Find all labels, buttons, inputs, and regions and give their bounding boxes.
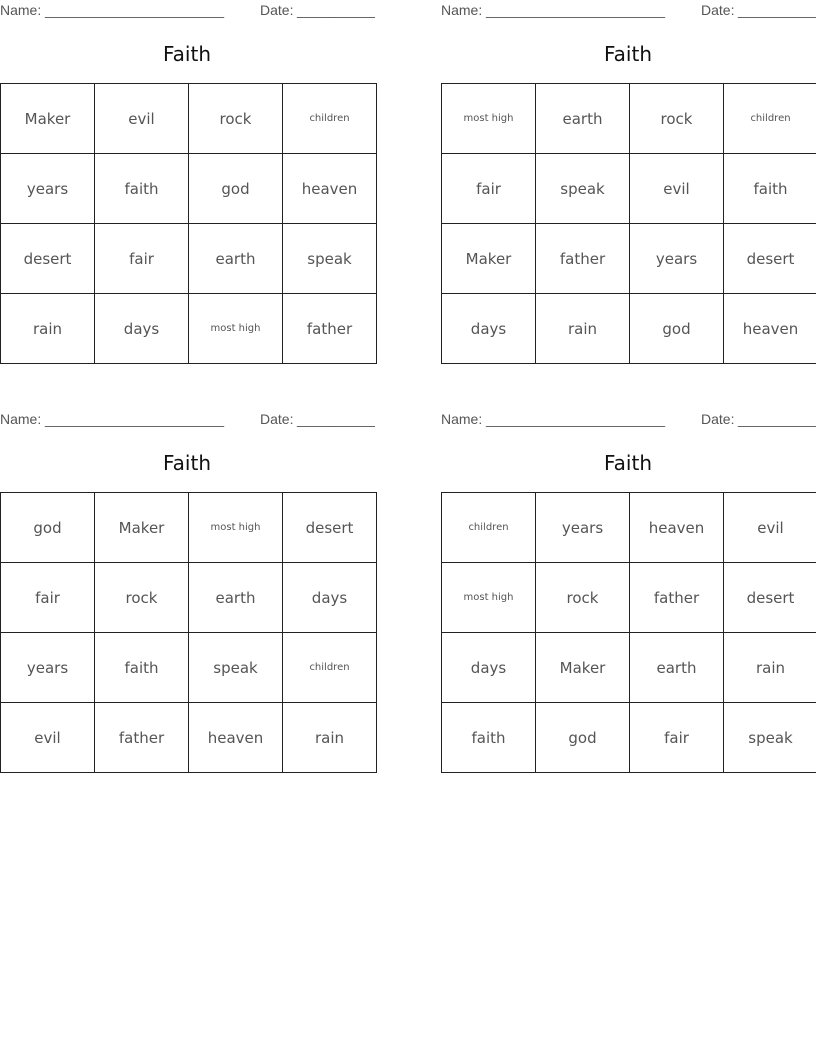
name-label: Name: — [441, 411, 483, 427]
grid-cell: Maker — [95, 493, 189, 563]
bingo-card-4 — [441, 409, 816, 789]
date-field[interactable]: __________ — [738, 2, 816, 18]
grid-row — [442, 154, 816, 224]
grid-cell: evil — [1, 703, 95, 773]
grid-cell: Maker — [1, 84, 95, 154]
grid-cell: desert — [724, 563, 816, 633]
card-title: Faith — [163, 451, 211, 475]
grid-cell: rock — [189, 84, 283, 154]
grid-cell: speak — [724, 703, 816, 773]
grid-cell: desert — [724, 224, 816, 294]
grid-cell: days — [283, 563, 377, 633]
grid-row — [442, 563, 816, 633]
grid-cell: god — [189, 154, 283, 224]
grid-cell: years — [1, 633, 95, 703]
grid-row — [442, 493, 816, 563]
grid-cell: faith — [724, 154, 816, 224]
bingo-grid — [441, 492, 816, 773]
date-field[interactable]: __________ — [738, 411, 816, 427]
name-label: Name: — [0, 2, 42, 18]
grid-cell: years — [536, 493, 630, 563]
card-title: Faith — [604, 42, 652, 66]
grid-row — [1, 154, 377, 224]
grid-cell: earth — [536, 84, 630, 154]
grid-cell: heaven — [724, 294, 816, 364]
grid-row — [442, 84, 816, 154]
name-field[interactable]: _______________________ — [486, 2, 666, 18]
bingo-card-1 — [0, 0, 376, 380]
grid-row — [442, 224, 816, 294]
grid-cell: most high — [442, 84, 536, 154]
grid-cell: heaven — [630, 493, 724, 563]
grid-row — [1, 224, 377, 294]
name-field[interactable]: _______________________ — [486, 411, 666, 427]
grid-row — [442, 703, 816, 773]
grid-row — [442, 294, 816, 364]
grid-cell: children — [724, 84, 816, 154]
grid-cell: evil — [630, 154, 724, 224]
grid-cell: rain — [724, 633, 816, 703]
date-label: Date: — [701, 411, 735, 427]
name-label: Name: — [441, 2, 483, 18]
grid-cell: days — [442, 633, 536, 703]
bingo-grid — [0, 492, 377, 773]
card-header — [441, 2, 816, 20]
grid-cell: fair — [95, 224, 189, 294]
grid-cell: faith — [95, 154, 189, 224]
card-header — [441, 411, 816, 429]
grid-cell: Maker — [536, 633, 630, 703]
grid-row — [1, 294, 377, 364]
grid-cell: most high — [189, 294, 283, 364]
bingo-grid — [0, 83, 377, 364]
date-label: Date: — [260, 2, 294, 18]
grid-cell: rock — [536, 563, 630, 633]
grid-cell: Maker — [442, 224, 536, 294]
name-label: Name: — [0, 411, 42, 427]
bingo-grid — [441, 83, 816, 364]
grid-cell: faith — [442, 703, 536, 773]
card-header — [0, 411, 376, 429]
grid-cell: earth — [189, 563, 283, 633]
grid-cell: rain — [283, 703, 377, 773]
grid-cell: years — [1, 154, 95, 224]
grid-cell: most high — [189, 493, 283, 563]
grid-cell: earth — [630, 633, 724, 703]
grid-cell: father — [536, 224, 630, 294]
grid-cell: god — [536, 703, 630, 773]
card-title: Faith — [163, 42, 211, 66]
grid-cell: days — [95, 294, 189, 364]
grid-cell: evil — [724, 493, 816, 563]
grid-cell: heaven — [283, 154, 377, 224]
grid-cell: desert — [1, 224, 95, 294]
grid-cell: god — [1, 493, 95, 563]
grid-cell: speak — [536, 154, 630, 224]
grid-cell: rock — [630, 84, 724, 154]
grid-cell: earth — [189, 224, 283, 294]
grid-cell: rain — [1, 294, 95, 364]
name-field[interactable]: _______________________ — [45, 2, 225, 18]
grid-cell: desert — [283, 493, 377, 563]
card-title: Faith — [604, 451, 652, 475]
grid-cell: heaven — [189, 703, 283, 773]
date-label: Date: — [260, 411, 294, 427]
grid-row — [1, 633, 377, 703]
grid-cell: evil — [95, 84, 189, 154]
date-field[interactable]: __________ — [297, 2, 375, 18]
grid-cell: father — [630, 563, 724, 633]
grid-cell: years — [630, 224, 724, 294]
grid-row — [1, 703, 377, 773]
grid-cell: speak — [283, 224, 377, 294]
grid-row — [1, 493, 377, 563]
grid-cell: rock — [95, 563, 189, 633]
grid-row — [1, 563, 377, 633]
date-field[interactable]: __________ — [297, 411, 375, 427]
grid-cell: most high — [442, 563, 536, 633]
grid-cell: faith — [95, 633, 189, 703]
grid-cell: fair — [630, 703, 724, 773]
grid-cell: fair — [1, 563, 95, 633]
grid-cell: rain — [536, 294, 630, 364]
bingo-card-2 — [441, 0, 816, 380]
grid-cell: god — [630, 294, 724, 364]
grid-cell: fair — [442, 154, 536, 224]
grid-cell: children — [283, 84, 377, 154]
grid-cell: days — [442, 294, 536, 364]
date-label: Date: — [701, 2, 735, 18]
bingo-card-3 — [0, 409, 376, 789]
grid-cell: children — [283, 633, 377, 703]
grid-cell: father — [95, 703, 189, 773]
grid-row — [442, 633, 816, 703]
grid-cell: speak — [189, 633, 283, 703]
card-header — [0, 2, 376, 20]
name-field[interactable]: _______________________ — [45, 411, 225, 427]
grid-cell: children — [442, 493, 536, 563]
grid-row — [1, 84, 377, 154]
grid-cell: father — [283, 294, 377, 364]
